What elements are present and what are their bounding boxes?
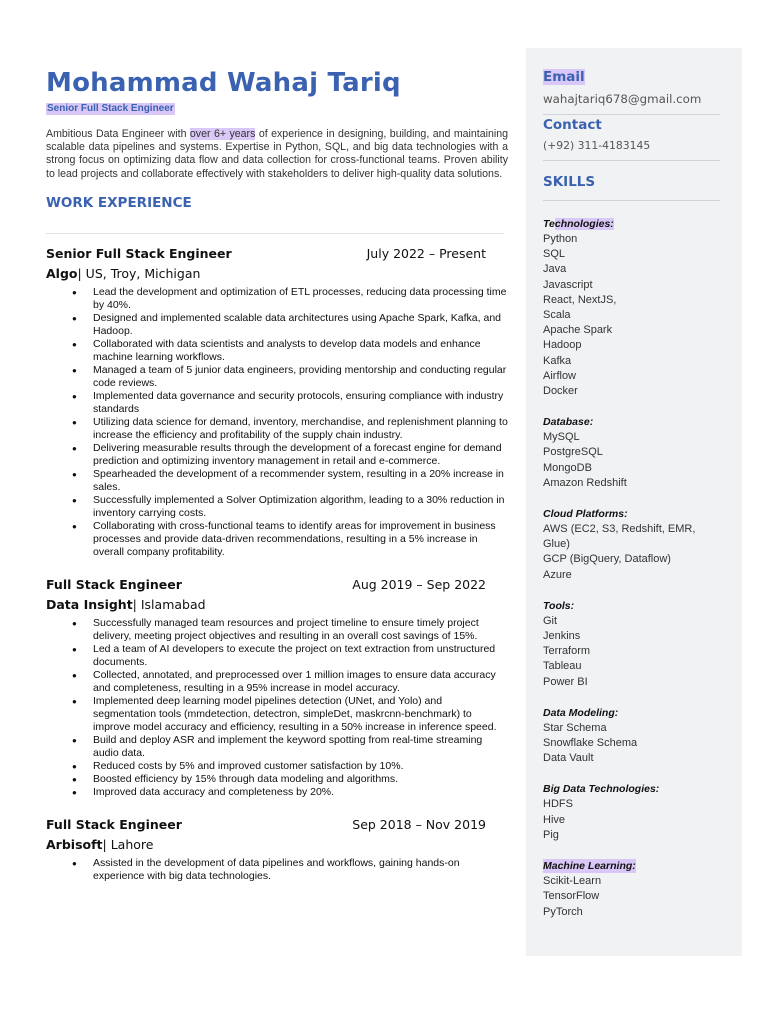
category-heading: Tools: bbox=[543, 599, 575, 612]
skill-item: Git bbox=[543, 614, 558, 627]
skill-item: Amazon Redshift bbox=[543, 476, 627, 489]
candidate-name: Mohammad Wahaj Tariq bbox=[46, 68, 401, 98]
skill-item: HDFS bbox=[543, 798, 573, 811]
skill-item: PostgreSQL bbox=[543, 446, 603, 459]
summary-highlight: over 6+ years bbox=[189, 128, 256, 140]
skill-item: Power BI bbox=[543, 675, 588, 688]
category-items bbox=[543, 232, 723, 399]
job-bullets bbox=[46, 617, 508, 799]
job-title: Full Stack Engineer bbox=[46, 816, 182, 832]
skill-item: Data Vault bbox=[543, 752, 594, 765]
bullet-item: ● Delivering measurable results through the development of a forecast engine for demand prediction and optimizing inventory management in retail and e-commerce. bbox=[93, 442, 508, 468]
job-title: Senior Full Stack Engineer bbox=[46, 245, 232, 261]
skill-item: PyTorch bbox=[543, 905, 583, 918]
bullet-item: ● Implemented data governance and security protocols, ensuring compliance with industry standards bbox=[93, 390, 508, 416]
email-heading: Email bbox=[543, 69, 585, 85]
skill-category-data-modeling bbox=[543, 703, 723, 767]
company-location: | Lahore bbox=[102, 836, 154, 852]
job-entry bbox=[46, 577, 508, 799]
category-heading-highlight: chnologies: bbox=[554, 218, 614, 230]
bullet-item: ● Led a team of AI developers to execute the project on text extraction from unstructured documents. bbox=[93, 643, 508, 669]
skill-item: Pig bbox=[543, 828, 559, 841]
contact-heading: Contact bbox=[543, 117, 602, 133]
sidebar-divider bbox=[543, 114, 720, 115]
bullet-item: ● Successfully implemented a Solver Optimization algorithm, leading to a 30% reduction in inventory carrying costs. bbox=[93, 494, 508, 520]
skill-item: SQL bbox=[543, 248, 566, 261]
skill-item: Hive bbox=[543, 813, 566, 826]
summary-text-end: of experience in designing, building, and maintaining scalable data pipelines and systems. Expertise in Python, SQL, and big data technologies with a strong focus on optimizing data flow and data collection for cross-functional teams. Proven ability to lead projects and collaborate effectively with stakeholders to deliver high-quality data solutions. bbox=[46, 128, 508, 180]
skill-category-technologies bbox=[543, 214, 723, 399]
company-name: Algo bbox=[46, 265, 78, 281]
skill-item: Javascript bbox=[543, 278, 593, 291]
skill-item: AWS (EC2, S3, Redshift, EMR, Glue) bbox=[543, 523, 696, 551]
category-items bbox=[543, 522, 723, 583]
job-dates: July 2022 – Present bbox=[366, 245, 486, 261]
job-company bbox=[46, 266, 508, 283]
skill-item: Airflow bbox=[543, 369, 577, 382]
skill-item: Tableau bbox=[543, 660, 582, 673]
sidebar bbox=[526, 48, 742, 956]
job-dates: Sep 2018 – Nov 2019 bbox=[352, 816, 486, 832]
job-title: Full Stack Engineer bbox=[46, 576, 182, 592]
category-items bbox=[543, 721, 723, 767]
skill-item: Hadoop bbox=[543, 339, 582, 352]
bullet-item: ● Assisted in the development of data pipelines and workflows, gaining hands-on experience with big data technologies. bbox=[93, 857, 508, 883]
summary-text-start: Ambitious Data Engineer with bbox=[46, 128, 190, 140]
section-divider bbox=[46, 233, 504, 234]
skill-item: Jenkins bbox=[543, 630, 581, 643]
sidebar-divider bbox=[543, 160, 720, 161]
skill-item: React, NextJS, bbox=[543, 293, 617, 306]
skill-category-cloud bbox=[543, 504, 723, 583]
bullet-item: ● Collaborated with data scientists and analysts to develop data models and enhance machine learning workflows. bbox=[93, 338, 508, 364]
category-heading-start: Te bbox=[543, 218, 555, 230]
company-location: | Islamabad bbox=[132, 596, 206, 612]
job-bullets bbox=[46, 286, 508, 559]
summary-paragraph bbox=[46, 128, 508, 181]
skill-item: Apache Spark bbox=[543, 324, 613, 337]
job-header bbox=[46, 577, 508, 593]
job-entry bbox=[46, 246, 508, 559]
bullet-item: ● Lead the development and optimization of ETL processes, reducing data processing time by 40%. bbox=[93, 286, 508, 312]
skill-category-tools bbox=[543, 596, 723, 690]
company-location: | US, Troy, Michigan bbox=[77, 265, 201, 281]
bullet-item: ● Utilizing data science for demand, inventory, merchandise, and replenishment planning to increase the efficiency and profitability of the supply chain industry. bbox=[93, 416, 508, 442]
skill-item: Docker bbox=[543, 385, 578, 398]
company-name: Data Insight bbox=[46, 596, 133, 612]
job-title-badge: Senior Full Stack Engineer bbox=[47, 103, 174, 114]
skill-item: MySQL bbox=[543, 431, 580, 444]
bullet-item: ● Collected, annotated, and preprocessed over 1 million images to ensure data accuracy and completeness, resulting in a 95% increase in model accuracy. bbox=[93, 669, 508, 695]
work-experience-heading: WORK EXPERIENCE bbox=[46, 194, 192, 211]
skill-item: Scala bbox=[543, 309, 571, 322]
category-heading: Cloud Platforms: bbox=[543, 508, 628, 521]
job-company bbox=[46, 597, 508, 614]
category-items bbox=[543, 614, 723, 690]
skill-category-machine-learning bbox=[543, 856, 723, 920]
bullet-item: ● Improved data accuracy and completeness by 20%. bbox=[93, 786, 508, 799]
bullet-item: ● Reduced costs by 5% and improved customer satisfaction by 10%. bbox=[93, 760, 508, 773]
skills-heading: SKILLS bbox=[543, 174, 596, 190]
bullet-item: ● Managed a team of 5 junior data engineers, providing mentorship and conducting regular code reviews. bbox=[93, 364, 508, 390]
category-items bbox=[543, 430, 723, 491]
category-heading: Data Modeling: bbox=[543, 706, 619, 719]
job-company bbox=[46, 837, 508, 854]
skill-item: Snowflake Schema bbox=[543, 737, 638, 750]
company-name: Arbisoft bbox=[46, 836, 103, 852]
category-heading: Database: bbox=[543, 416, 594, 429]
category-items bbox=[543, 874, 723, 920]
skill-item: Kafka bbox=[543, 354, 572, 367]
skill-item: Java bbox=[543, 263, 567, 276]
bullet-item: ● Build and deploy ASR and implement the keyword spotting from real-time streaming audio data. bbox=[93, 734, 508, 760]
skill-item: Terraform bbox=[543, 645, 591, 658]
bullet-item: ● Designed and implemented scalable data architectures using Apache Spark, Kafka, and Hadoop. bbox=[93, 312, 508, 338]
category-items bbox=[543, 797, 723, 843]
bullet-item: ● Boosted efficiency by 15% through data modeling and algorithms. bbox=[93, 773, 508, 786]
main-column bbox=[46, 68, 508, 883]
skill-item: Python bbox=[543, 233, 578, 245]
skill-item: TensorFlow bbox=[543, 890, 600, 903]
skill-item: Star Schema bbox=[543, 721, 607, 734]
job-header bbox=[46, 817, 508, 833]
bullet-item: ● Successfully managed team resources and project timeline to ensure timely project delivery, meeting project objectives and resulting in an overall cost savings of 15%. bbox=[93, 617, 508, 643]
job-dates: Aug 2019 – Sep 2022 bbox=[352, 576, 486, 592]
category-heading: Big Data Technologies: bbox=[543, 783, 660, 796]
sidebar-content bbox=[543, 68, 723, 920]
bullet-item: ● Collaborating with cross-functional teams to identify areas for improvement in business processes and provide data-driven recommendations, resulting in a 5% increase in overall company profitability. bbox=[93, 520, 508, 559]
skill-category-database bbox=[543, 412, 723, 491]
skill-item: Scikit-Learn bbox=[543, 875, 602, 888]
skill-item: Azure bbox=[543, 568, 572, 581]
bullet-item: ● Implemented deep learning model pipelines detection (UNet, and Yolo) and segmentation tools (mmdetection, detectron, simpleDet, maskrcnn-benchmark) to improve model accuracy and efficiency, resulting in a 50% increase in inference speed. bbox=[93, 695, 508, 734]
phone-value: (+92) 311-4183145 bbox=[543, 139, 651, 152]
skill-item: MongoDB bbox=[543, 461, 592, 474]
skill-item: GCP (BigQuery, Dataflow) bbox=[543, 553, 671, 566]
job-header bbox=[46, 246, 508, 262]
job-entry bbox=[46, 817, 508, 883]
category-heading: Machine Learning: bbox=[543, 860, 636, 873]
bullet-item: ● Spearheaded the development of a recommender system, resulting in a 20% increase in sales. bbox=[93, 468, 508, 494]
category-heading bbox=[543, 217, 614, 231]
skill-category-big-data bbox=[543, 779, 723, 843]
sidebar-divider bbox=[543, 200, 720, 201]
job-bullets bbox=[46, 857, 508, 883]
email-value: wahajtariq678@gmail.com bbox=[543, 92, 702, 106]
